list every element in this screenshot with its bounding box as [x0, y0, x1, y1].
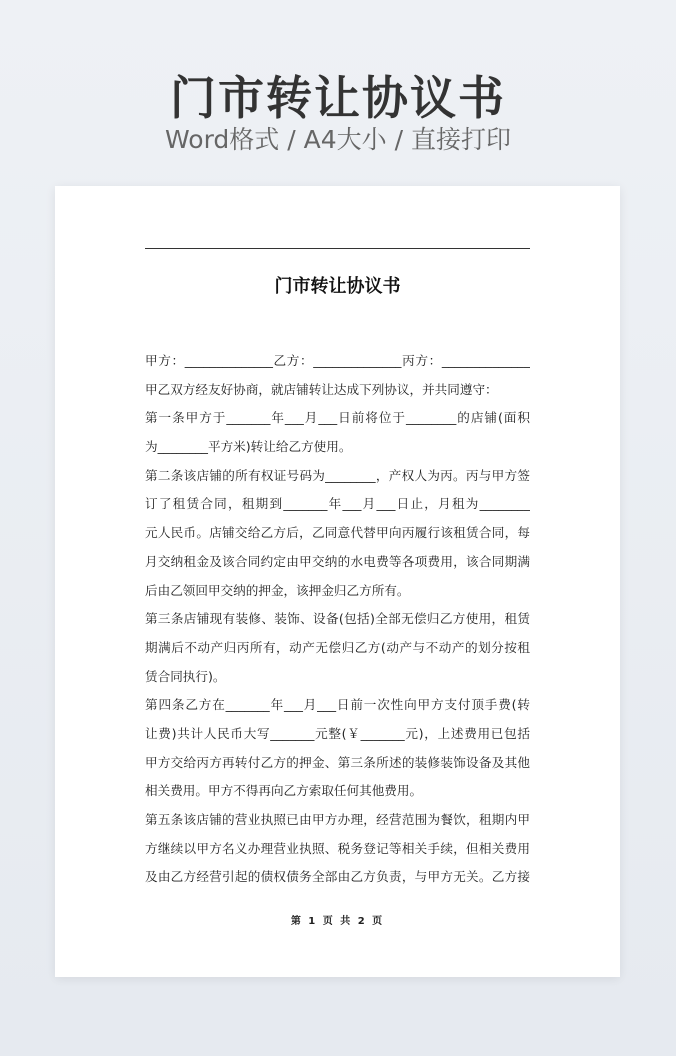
- hero-subtitle: Word格式 / A4大小 / 直接打印: [165, 125, 511, 154]
- text-line: 第四条乙方在_______年___月___日前一次性向甲方支付顶手费(转: [145, 697, 530, 713]
- text-line: 甲乙双方经友好协商，就店铺转让达成下列协议，并共同遵守：: [145, 381, 498, 397]
- document-page: [55, 186, 620, 977]
- document-body: [145, 347, 530, 892]
- text-line: 方继续以甲方名义办理营业执照、税务登记等相关手续，但相关费用: [145, 840, 530, 856]
- text-line: 及由乙方经营引起的债权债务全部由乙方负责，与甲方无关。乙方接: [145, 869, 530, 885]
- text-line: 赁合同执行)。: [145, 668, 226, 684]
- hero-title: 门市转让协议书: [170, 71, 506, 125]
- text-line: 甲方交给丙方再转付乙方的押金、第三条所述的装修装饰设备及其他: [145, 754, 530, 770]
- text-line: 相关费用。甲方不得再向乙方索取任何其他费用。: [145, 783, 423, 799]
- text-line: 后由乙领回甲交纳的押金，该押金归乙方所有。: [145, 582, 410, 598]
- text-line: 期满后不动产归丙所有，动产无偿归乙方(动产与不动产的划分按租: [145, 639, 530, 655]
- text-line: 第一条甲方于_______年___月___日前将位于________的店铺(面积: [145, 410, 530, 426]
- document-title: 门市转让协议书: [274, 276, 401, 297]
- text-line: 让费)共计人民币大写_______元整(￥_______元)，上述费用已包括: [145, 725, 530, 741]
- text-line: 第五条该店铺的营业执照已由甲方办理，经营范围为餐饮，租期内甲: [145, 812, 530, 827]
- text-line: 为________平方米)转让给乙方使用。: [145, 439, 352, 455]
- header-rule: [145, 248, 530, 249]
- text-line: 第三条店铺现有装修、装饰、设备(包括)全部无偿归乙方使用，租赁: [145, 611, 530, 627]
- page-number: 第 1 页 共 2 页: [290, 916, 385, 927]
- text-line: 元人民币。店铺交给乙方后，乙同意代替甲向丙履行该租赁合同，每: [145, 525, 530, 541]
- text-line: 订了租赁合同，租期到_______年___月___日止，月租为________: [145, 496, 530, 512]
- text-line: 甲方：______________乙方：______________丙方：______________: [145, 353, 530, 368]
- text-line: 月交纳租金及该合同约定由甲交纳的水电费等各项费用，该合同期满: [145, 553, 530, 569]
- text-line: 第二条该店铺的所有权证号码为________，产权人为丙。丙与甲方签: [145, 467, 530, 483]
